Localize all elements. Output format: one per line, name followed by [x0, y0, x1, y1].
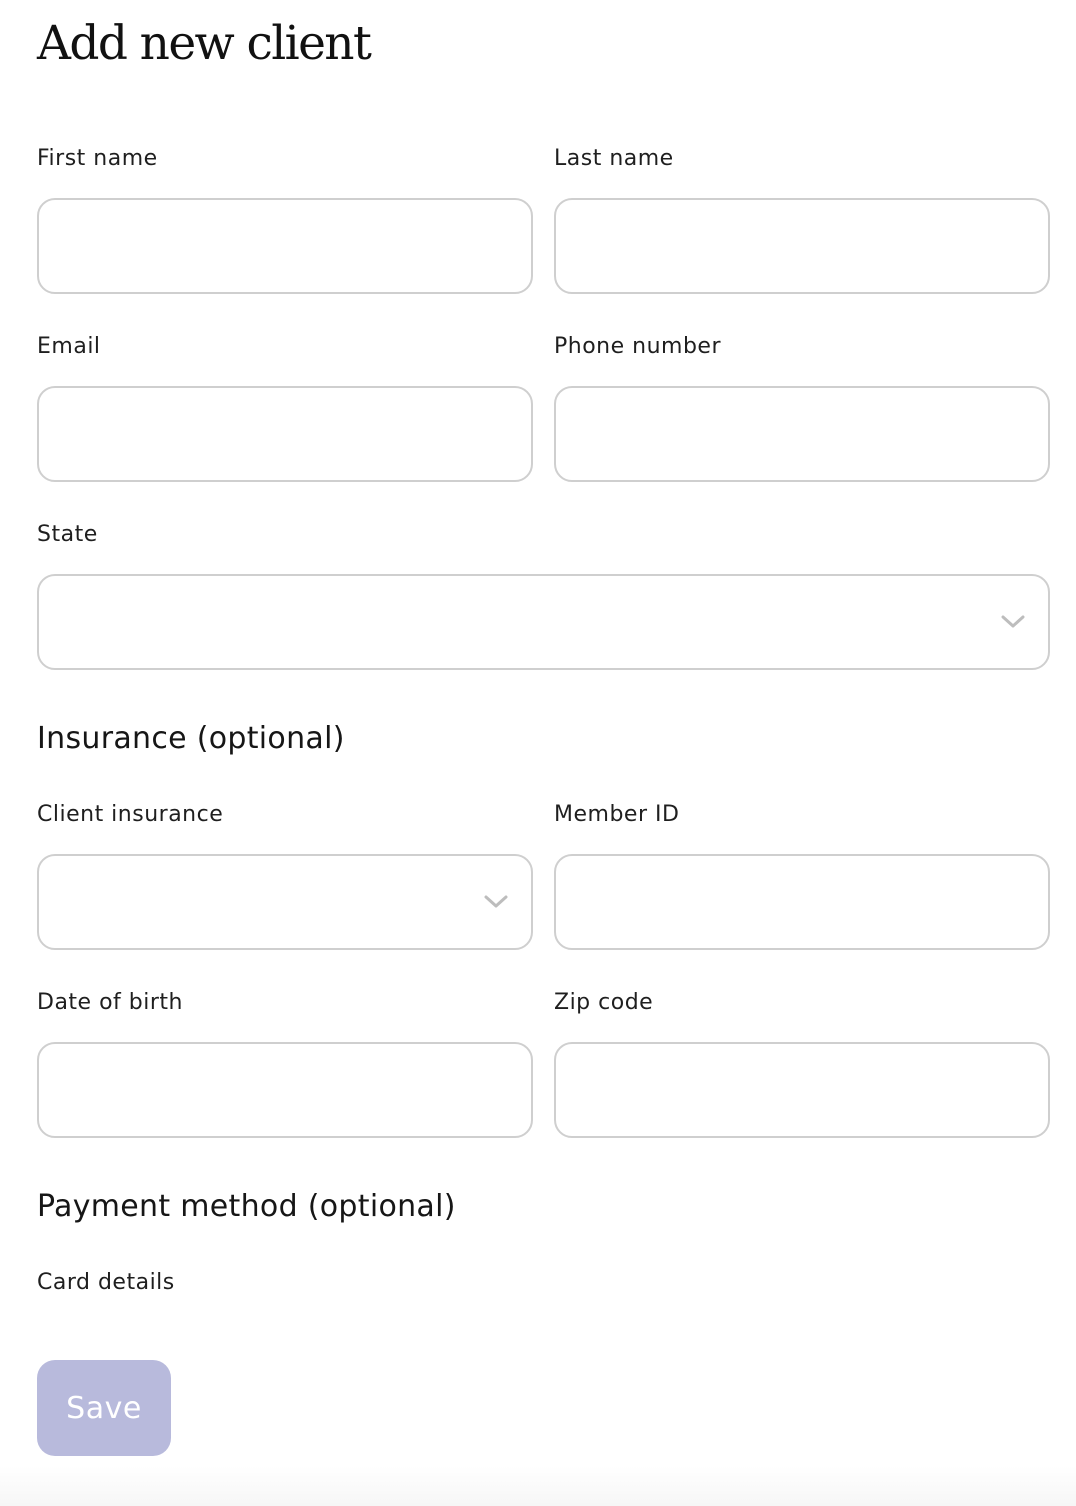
member-id-field[interactable]: [554, 854, 1050, 950]
phone-number-field[interactable]: [554, 386, 1050, 482]
last-name-field[interactable]: [554, 198, 1050, 294]
member-id-input[interactable]: [556, 856, 1048, 948]
first-name-label: First name: [37, 146, 158, 171]
chevron-down-icon[interactable]: [483, 894, 509, 910]
client-insurance-select[interactable]: [37, 854, 533, 950]
first-name-field[interactable]: [37, 198, 533, 294]
email-label: Email: [37, 334, 101, 359]
payment-method-heading: Payment method (optional): [37, 1189, 456, 1224]
state-select[interactable]: [37, 574, 1050, 670]
client-insurance-label: Client insurance: [37, 802, 224, 827]
date-of-birth-label: Date of birth: [37, 990, 183, 1015]
email-input[interactable]: [39, 388, 531, 480]
email-field[interactable]: [37, 386, 533, 482]
phone-number-label: Phone number: [554, 334, 722, 359]
first-name-input[interactable]: [39, 200, 531, 292]
chevron-down-icon[interactable]: [1000, 614, 1026, 630]
date-of-birth-input[interactable]: [39, 1044, 531, 1136]
zip-code-input[interactable]: [556, 1044, 1048, 1136]
member-id-label: Member ID: [554, 802, 680, 827]
last-name-input[interactable]: [556, 200, 1048, 292]
date-of-birth-field[interactable]: [37, 1042, 533, 1138]
phone-number-input[interactable]: [556, 388, 1048, 480]
state-label: State: [37, 522, 98, 547]
last-name-label: Last name: [554, 146, 674, 171]
bottom-fade: [0, 1466, 1076, 1506]
page-title: Add new client: [37, 16, 371, 71]
save-button[interactable]: Save: [37, 1360, 171, 1456]
zip-code-label: Zip code: [554, 990, 654, 1015]
zip-code-field[interactable]: [554, 1042, 1050, 1138]
card-details-label: Card details: [37, 1270, 175, 1295]
insurance-heading: Insurance (optional): [37, 721, 345, 756]
